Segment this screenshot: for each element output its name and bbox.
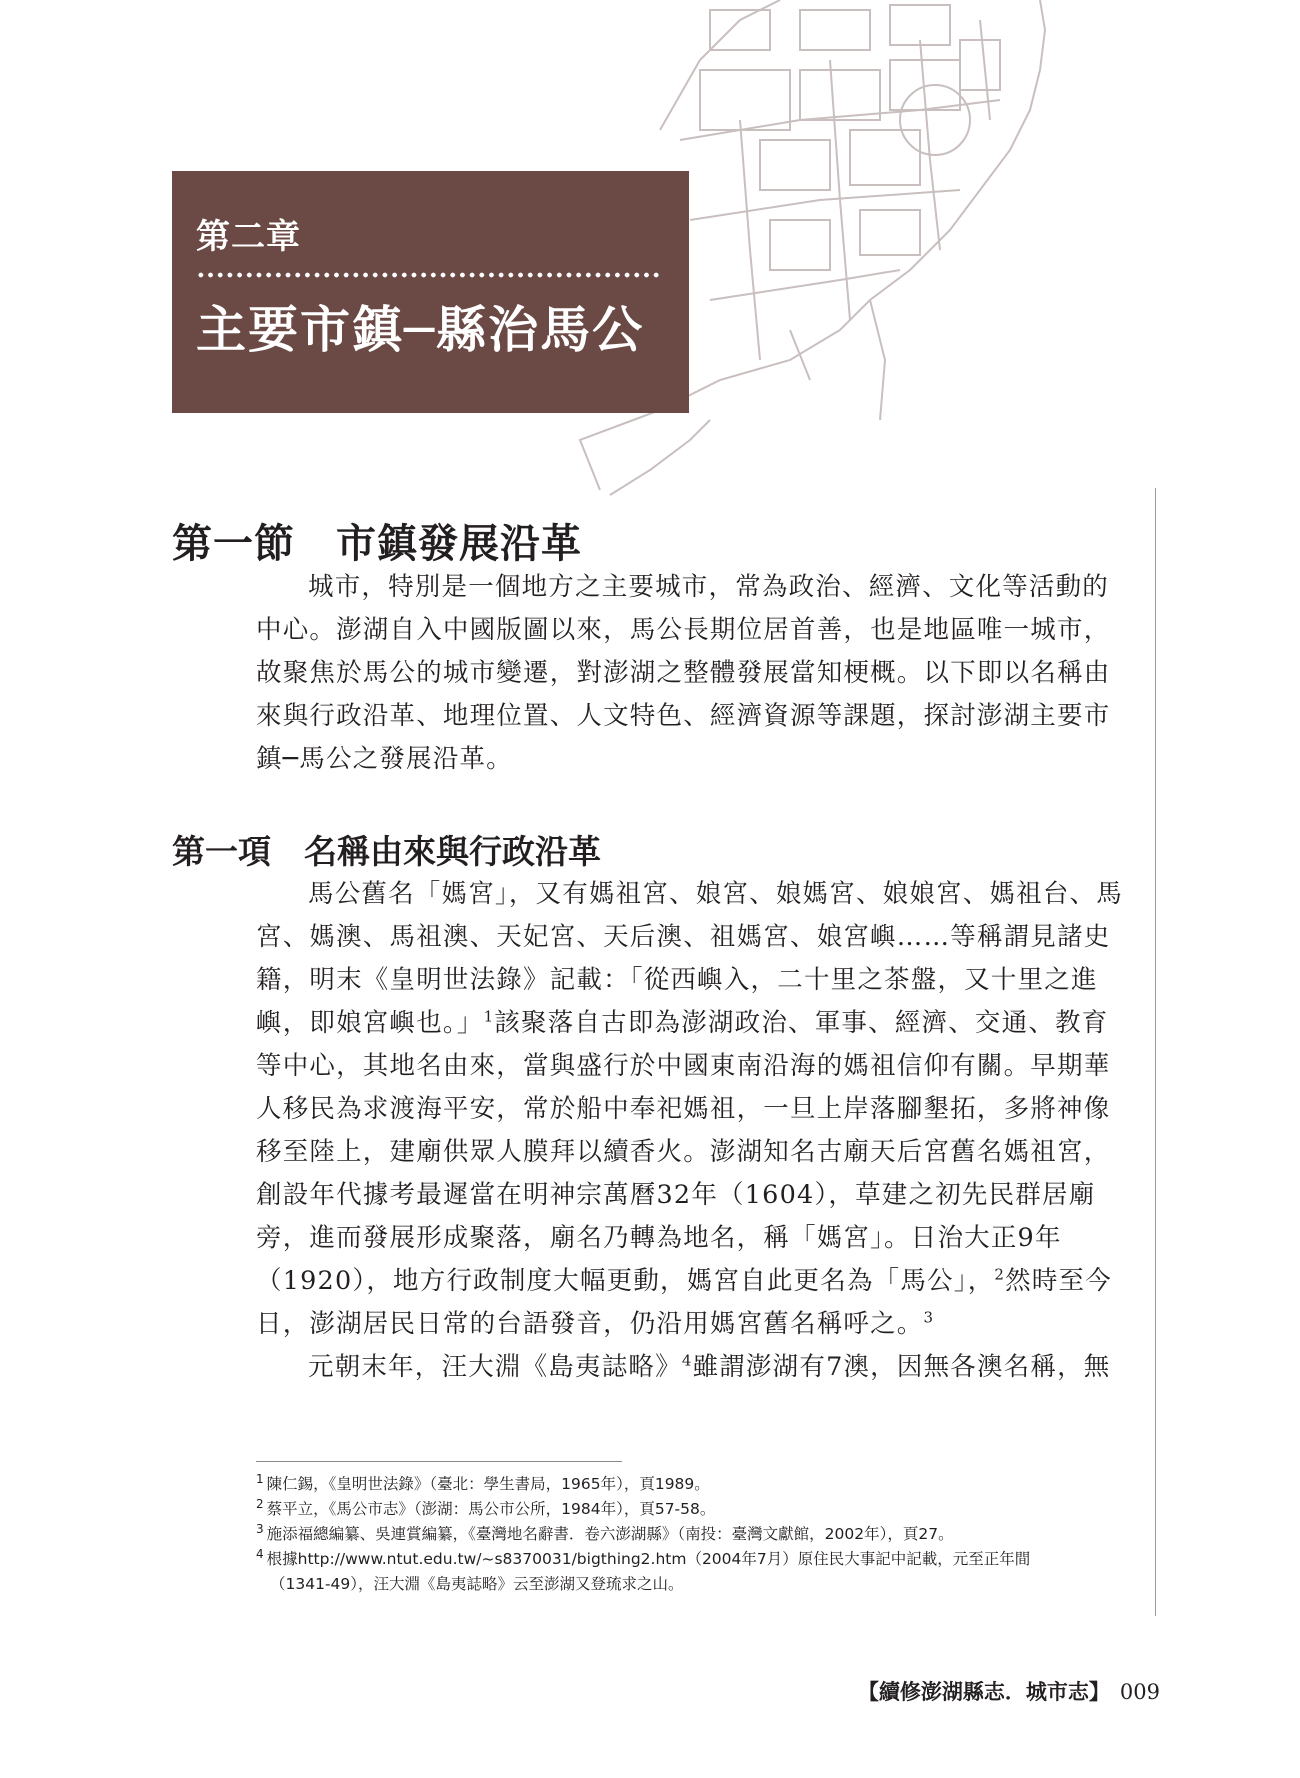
- footnote-continuation: （1341-49），汪大淵《島夷誌略》云至澎湖又登琉求之山。: [270, 1575, 684, 1593]
- map-block: [960, 40, 1000, 90]
- map-road: [920, 40, 940, 250]
- footnote-ref-4[interactable]: 4: [681, 1351, 693, 1370]
- map-block: [800, 70, 880, 120]
- map-road: [660, 0, 780, 130]
- chapter-label: 第二章: [196, 217, 301, 257]
- body-text: [256, 873, 1134, 1346]
- footnote-text: 陳仁錫，《皇明世法錄》（臺北：學生書局，1965年），頁1989。: [266, 1475, 710, 1493]
- footnote-divider: [256, 1461, 622, 1462]
- footnote-ref-2[interactable]: 2: [994, 1265, 1006, 1284]
- item-title: 第一項 名稱由來與行政沿革: [172, 832, 601, 871]
- body-paragraph: [256, 873, 1134, 1389]
- book-title: 【續修澎湖縣志．城市志】: [857, 1679, 1110, 1704]
- margin-rule: [1155, 488, 1156, 1616]
- footnote-text: 根據http://www.ntut.edu.tw/~s8370031/bigthing2.htm（2004年7月）原住民大事記中記載，元至正年間: [266, 1550, 1031, 1568]
- footnote: [256, 1547, 1136, 1572]
- map-road: [980, 20, 990, 120]
- map-coastline: [610, 420, 710, 495]
- footnote-number: 2: [256, 1496, 264, 1511]
- map-block: [800, 10, 870, 50]
- map-road: [710, 270, 900, 300]
- footnote: [256, 1472, 1136, 1497]
- body-text-2a: 元朝末年，汪大淵《島夷誌略》: [308, 1352, 682, 1382]
- section-title: 第一節 市鎮發展沿革: [172, 520, 582, 567]
- map-road: [790, 330, 810, 380]
- footnote-number: 3: [256, 1521, 264, 1536]
- footnote-ref-3[interactable]: 3: [923, 1308, 935, 1327]
- page-footer: [858, 1676, 1160, 1706]
- chapter-title: 主要市鎮─縣治馬公: [196, 300, 645, 359]
- chapter-banner: [172, 171, 689, 413]
- footnote-text: 蔡平立，《馬公市志》（澎湖：馬公市公所，1984年），頁57-58。: [266, 1500, 716, 1518]
- map-block: [760, 140, 830, 190]
- footnote-number: 4: [256, 1546, 264, 1561]
- map-circle: [900, 85, 970, 155]
- dotted-divider: [196, 272, 659, 278]
- footnote: [256, 1497, 1136, 1522]
- body-text-1a: 馬公舊名「媽宮」，又有媽祖宮、娘宮、娘媽宮、娘娘宮、媽祖台、馬宮、媽澳、馬祖澳、天妃宮、天后澳、祖媽宮、娘宮嶼……等稱謂見諸史籍，明末《皇明世法錄》記載：「從西嶼入，二十里之茶盤，又十里之進嶼，即娘宮嶼也。」: [256, 879, 1123, 1038]
- footnote: [256, 1522, 1136, 1547]
- footnotes: [256, 1472, 1136, 1597]
- map-block: [700, 70, 790, 130]
- map-block: [860, 210, 920, 255]
- body-text-2b: 雖謂澎湖有7澳，因無各澳名稱，無: [692, 1352, 1111, 1382]
- page-number: 009: [1119, 1680, 1160, 1704]
- intro-paragraph: [256, 566, 1134, 781]
- map-block: [890, 5, 950, 45]
- map-block: [710, 10, 770, 50]
- map-block: [770, 220, 830, 270]
- footnote-text: 施添福總編纂、吳連賞編纂，《臺灣地名辭書．卷六澎湖縣》（南投：臺灣文獻館，2002年），頁27。: [266, 1525, 954, 1543]
- body-text: [256, 1346, 1134, 1389]
- map-road: [870, 300, 885, 420]
- body-text-1b: 該聚落自古即為澎湖政治、軍事、經濟、交通、教育等中心，其地名由來，當與盛行於中國東南沿海的媽祖信仰有關。早期華人移民為求渡海平安，常於船中奉祀媽祖，一旦上岸落腳墾拓，多將神像移至陸上，建廟供眾人膜拜以續香火。澎湖知名古廟天后宮舊名媽祖宮，創設年代據考最遲當在明神宗萬曆32年（1604），草建之初先民群居廟旁，進而發展形成聚落，廟名乃轉為地名，稱「媽宮」。日治大正9年（1920），地方行政制度大幅更動，媽宮自此更名為「馬公」，: [256, 1008, 1111, 1296]
- intro-text: 城市，特別是一個地方之主要城市，常為政治、經濟、文化等活動的中心。澎湖自入中國版圖以來，馬公長期位居首善，也是地區唯一城市，故聚焦於馬公的城市變遷，對澎湖之整體發展當知梗概。以下即以名稱由來與行政沿革、地理位置、人文特色、經濟資源等課題，探討澎湖主要市鎮─馬公之發展沿革。: [256, 572, 1111, 774]
- map-block: [850, 130, 920, 185]
- map-road: [740, 120, 760, 360]
- footnote-ref-1[interactable]: 1: [483, 1007, 495, 1026]
- footnote-number: 1: [256, 1471, 264, 1486]
- body-text-1c: 然時至今日，澎湖居民日常的台語發音，仍沿用媽宮舊名稱呼之。: [256, 1266, 1112, 1339]
